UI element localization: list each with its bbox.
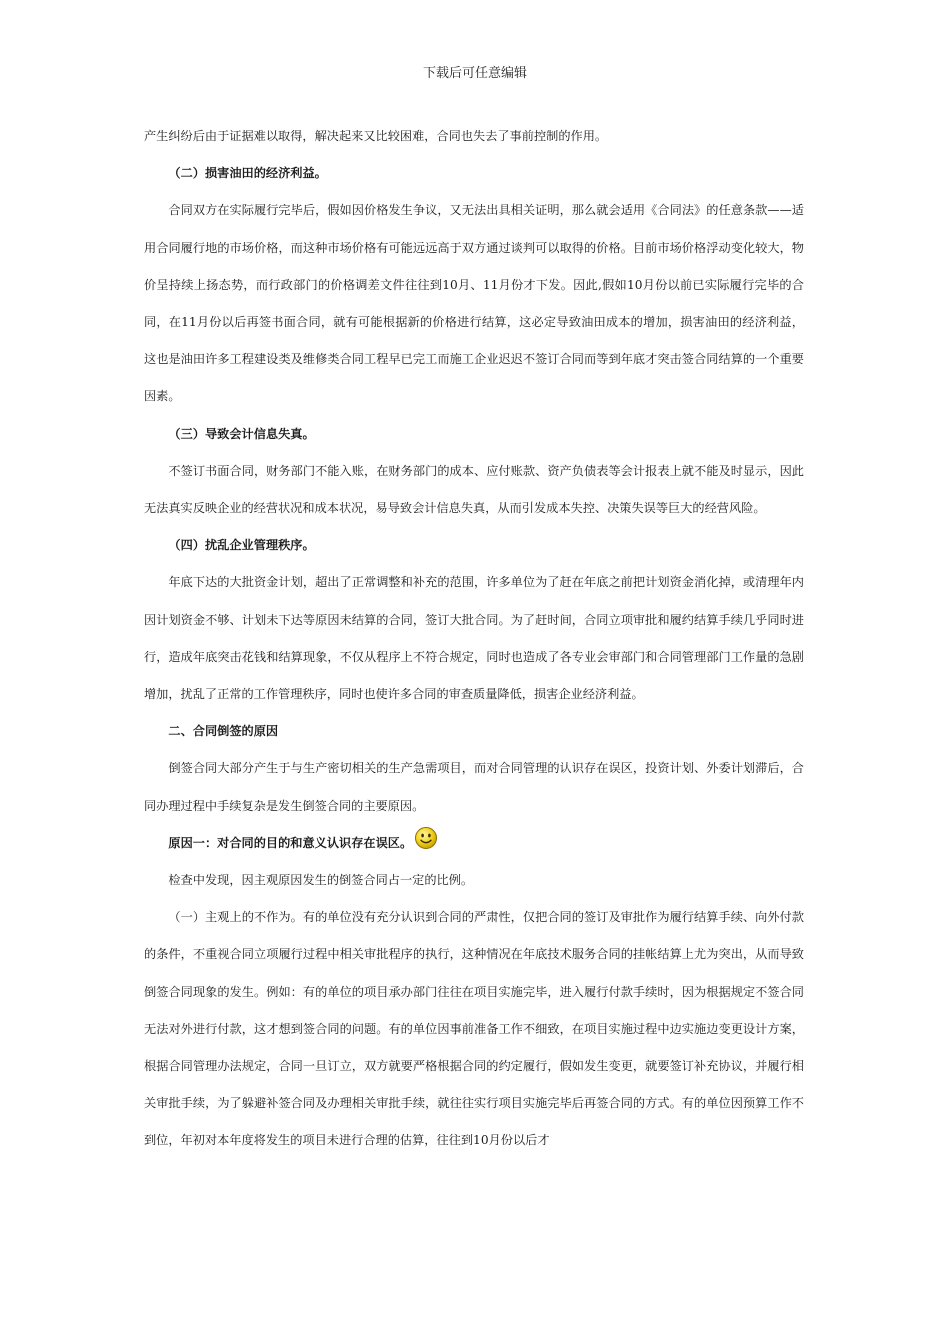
document-body — [144, 118, 804, 1160]
reason-one-heading-text: 原因一：对合同的目的和意义认识存在误区。 — [168, 835, 413, 850]
smiley-face-icon — [414, 826, 438, 850]
section-heading-3: （三）导致会计信息失真。 — [168, 426, 315, 441]
paragraph: （一）主观上的不作为。有的单位没有充分认识到合同的严肃性，仅把合同的签订及审批作为履行结算手续、向外付款的条件，不重视合同立项履行过程中相关审批程序的执行，这种情况在年底技术服务合同的挂帐结算上尤为突出，从而导致倒签合同现象的发生。例如：有的单位的项目承办部门往往在项目实施完毕，进入履行付款手续时，因为根据规定不签合同无法对外进行付款，这才想到签合同的问题。有的单位因事前准备工作不细致，在项目实施过程中边实施边变更设计方案，根据合同管理办法规定，合同一旦订立，双方就要严格根据合同的约定履行，假如发生变更，就要签订补充协议，并履行相关审批手续，为了躲避补签合同及办理相关审批手续，就往往实行项目实施完毕后再签合同的方式。有的单位因预算工作不到位，年初对本年度将发生的项目未进行合理的估算，往往到10月份以后才 — [144, 910, 804, 1148]
page-header: 下载后可任意编辑 — [422, 66, 527, 81]
paragraph: 检查中发现，因主观原因发生的倒签合同占一定的比例。 — [168, 873, 474, 888]
section-heading-2: （二）损害油田的经济利益。 — [168, 166, 327, 181]
paragraph-continuation: 产生纠纷后由于证据难以取得，解决起来又比较困难，合同也失去了事前控制的作用。 — [144, 129, 608, 143]
paragraph: 倒签合同大部分产生于与生产密切相关的生产急需项目，而对合同管理的认识存在误区，投资计划、外委计划滞后，合同办理过程中手续复杂是发生倒签合同的主要原因。 — [144, 761, 804, 813]
paragraph: 不签订书面合同，财务部门不能入账，在财务部门的成本、应付账款、资产负债表等会计报表上就不能及时显示，因此无法真实反映企业的经营状况和成本状况，易导致会计信息失真，从而引发成本失控、决策失误等巨大的经营风险。 — [144, 463, 804, 516]
paragraph: 年底下达的大批资金计划，超出了正常调整和补充的范围，许多单位为了赶在年底之前把计划资金消化掉，或清理年内因计划资金不够、计划未下达等原因未结算的合同，签订大批合同。为了赶时间，合同立项审批和履约结算手续几乎同时进行，造成年底突击花钱和结算现象，不仅从程序上不符合规定，同时也造成了各专业会审部门和合同管理部门工作量的急剧增加，扰乱了正常的工作管理秩序，同时也使许多合同的审查质量降低，损害企业经济利益。 — [144, 575, 804, 702]
section-heading-4: （四）扰乱企业管理秩序。 — [168, 538, 315, 553]
chapter-heading-causes: 二、合同倒签的原因 — [168, 724, 279, 739]
paragraph: 合同双方在实际履行完毕后，假如因价格发生争议，又无法出具相关证明，那么就会适用《合同法》的任意条款——适用合同履行地的市场价格，而这种市场价格有可能远远高于双方通过谈判可以取得的价格。目前市场价格浮动变化较大，物价呈持续上扬态势，而行政部门的价格调差文件往往到10月、11月份才下发。因此,假如10月份以前已实际履行完毕的合同，在11月份以后再签书面合同，就有可能根据新的价格进行结算，这必定导致油田成本的增加，损害油田的经济利益，这也是油田许多工程建设类及维修类合同工程早已完工而施工企业迟迟不签订合同而等到年底才突击签合同结算的一个重要因素。 — [144, 203, 804, 404]
reason-one-heading — [144, 825, 804, 862]
